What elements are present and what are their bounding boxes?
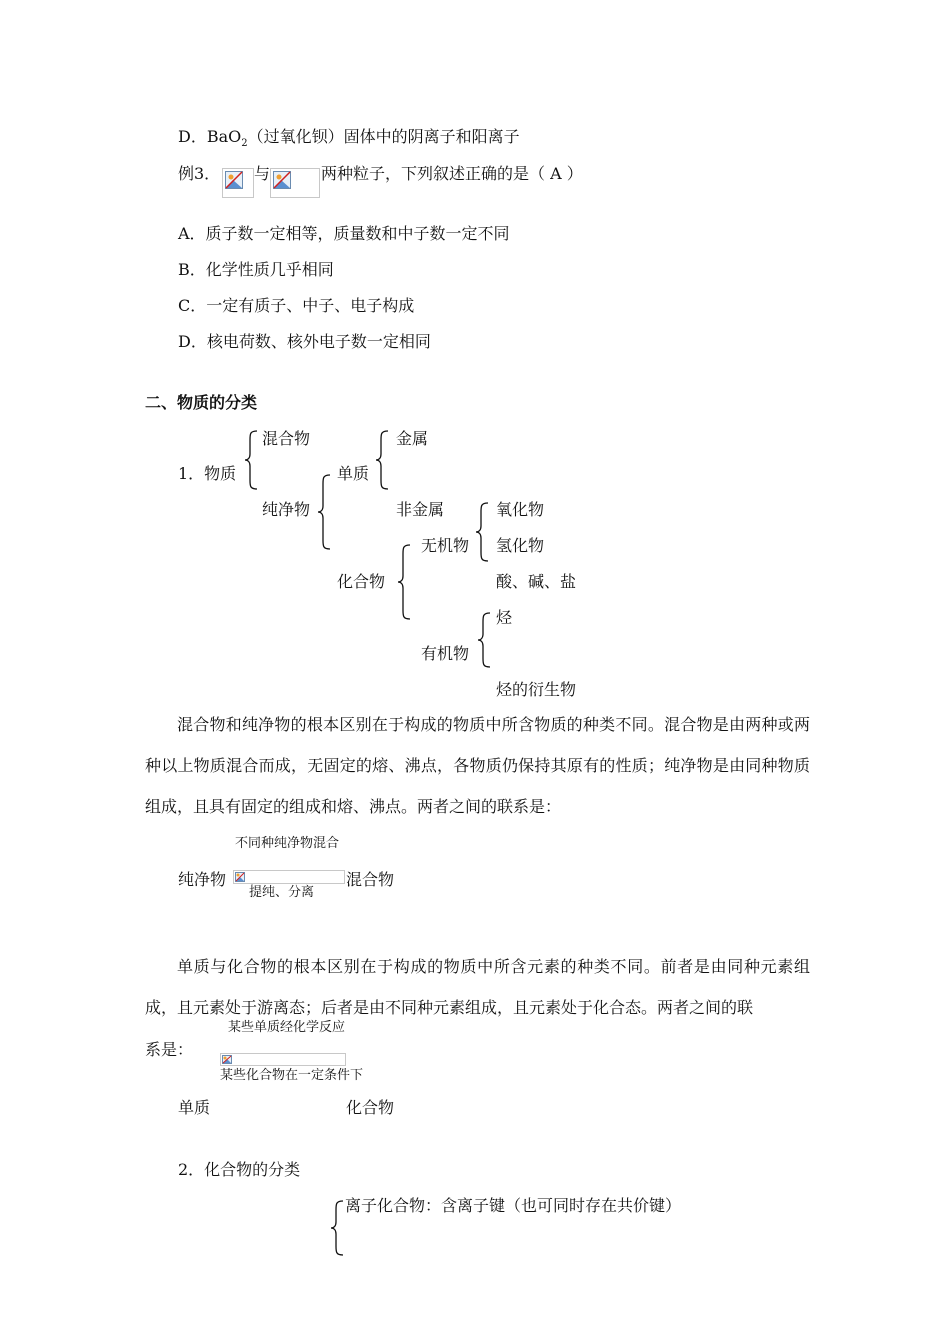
relation2-left: 单质 xyxy=(178,1098,211,1117)
example3-connector: 与 xyxy=(254,164,271,183)
tree-organic: 有机物 xyxy=(421,644,470,663)
brace-root xyxy=(244,430,258,490)
option-d-prefix: D．BaO xyxy=(178,127,242,146)
brace-compound-class xyxy=(330,1200,344,1256)
particle-image-2 xyxy=(270,168,320,198)
option-d-suffix: （过氧化钡）固体中的阴离子和阳离子 xyxy=(247,127,520,146)
paragraph-mixture-vs-pure: 混合物和纯净物的根本区别在于构成的物质中所含物质的种类不同。混合物是由两种或两种以上物质混合而成，无固定的熔、沸点，各物质仍保持其原有的性质；纯净物是由同种物质组成，且具有固定的组成和熔、沸点。两者之间的联系是： xyxy=(145,715,810,816)
brace-organic xyxy=(477,612,491,668)
tree-hydride: 氢化物 xyxy=(496,536,545,555)
brace-inorganic xyxy=(475,502,489,562)
relation1-bottom-label: 提纯、分离 xyxy=(249,885,315,900)
particle-image-1 xyxy=(222,168,254,198)
tree-element: 单质 xyxy=(337,464,370,483)
brace-pure xyxy=(317,474,331,550)
relation1-top-label: 不同种纯净物混合 xyxy=(235,836,340,851)
tree-pure: 纯净物 xyxy=(262,500,311,519)
relation1-right: 混合物 xyxy=(346,870,395,889)
example3-option-d: D．核电荷数、核外电子数一定相同 xyxy=(178,332,431,351)
broken-image-icon xyxy=(235,872,245,882)
broken-image-icon xyxy=(225,171,243,189)
example3-label: 例3． xyxy=(178,164,221,183)
tree-oxide: 氧化物 xyxy=(496,500,545,519)
example3-option-a: A．质子数一定相等，质量数和中子数一定不同 xyxy=(178,224,510,243)
section-heading: 二、物质的分类 xyxy=(145,393,258,412)
paragraph2-tail: 系是： xyxy=(145,1040,194,1059)
tree-root: 1．物质 xyxy=(178,464,237,483)
paragraph-element-vs-compound: 单质与化合物的根本区别在于构成的物质中所含元素的种类不同。前者是由同种元素组成，且元素处于游离态；后者是由不同种元素组成，且元素处于化合态。两者之间的联 xyxy=(145,957,810,1017)
relation2-top-label: 某些单质经化学反应 xyxy=(228,1020,346,1035)
relation2-arrow-image xyxy=(220,1053,346,1066)
relation2-bottom-label: 某些化合物在一定条件下 xyxy=(220,1068,364,1083)
tree-acid-base-salt: 酸、碱、盐 xyxy=(496,572,577,591)
tree-nonmetal: 非金属 xyxy=(396,500,445,519)
compound-class-ionic: 离子化合物：含离子键（也可同时存在共价键） xyxy=(345,1196,682,1215)
tree-derivative: 烃的衍生物 xyxy=(496,680,577,699)
example3-question: 两种粒子，下列叙述正确的是（ A ） xyxy=(321,164,583,183)
tree-metal: 金属 xyxy=(396,429,429,448)
example3-option-b: B．化学性质几乎相同 xyxy=(178,260,334,279)
tree-mixture: 混合物 xyxy=(262,429,311,448)
relation2-right: 化合物 xyxy=(346,1098,395,1117)
brace-compound xyxy=(397,544,411,620)
compound-class-heading: 2．化合物的分类 xyxy=(178,1160,301,1179)
broken-image-icon xyxy=(222,1055,232,1064)
example3-option-c: C．一定有质子、中子、电子构成 xyxy=(178,296,415,315)
tree-compound: 化合物 xyxy=(337,572,386,591)
brace-element xyxy=(375,430,389,490)
option-d-subscript: 2 xyxy=(241,138,248,150)
option-d-line xyxy=(178,127,520,154)
broken-image-icon xyxy=(273,171,291,189)
relation1-left: 纯净物 xyxy=(178,870,227,889)
tree-inorganic: 无机物 xyxy=(421,536,470,555)
relation1-arrow-image xyxy=(233,870,345,884)
tree-hydrocarbon: 烃 xyxy=(496,608,513,627)
